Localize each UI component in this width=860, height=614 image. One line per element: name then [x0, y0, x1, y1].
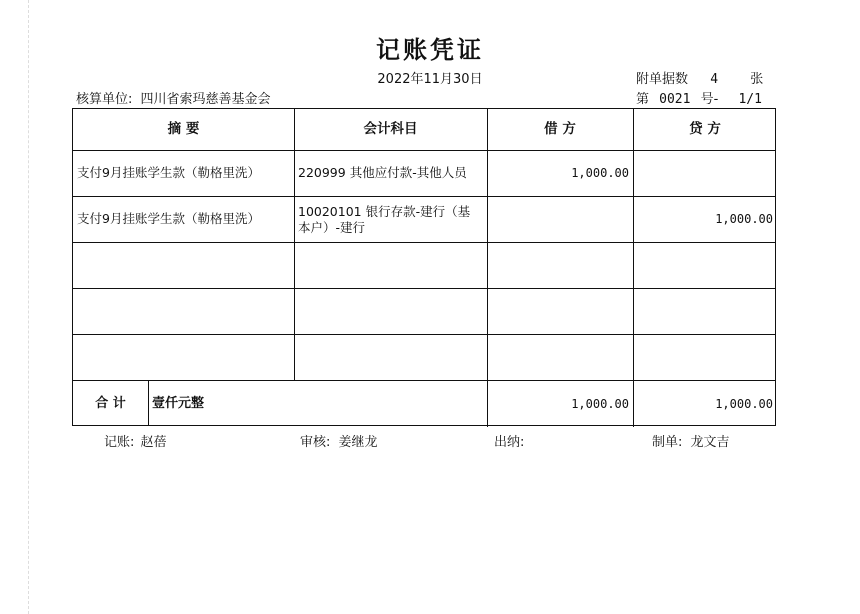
row-divider: [73, 380, 775, 381]
cashier-label: 出纳:: [494, 435, 525, 450]
voucher-table: [72, 108, 776, 426]
voucher-page: 1/1: [738, 92, 762, 107]
bookkeeper-signature: [104, 431, 167, 450]
row-divider: [73, 196, 775, 197]
unit-name: 四川省索玛慈善基金会: [140, 92, 271, 107]
preparer-signature: [652, 431, 730, 450]
column-divider: [294, 109, 295, 380]
preparer-name: 龙文吉: [690, 435, 730, 450]
row1-account: 220999 其他应付款-其他人员: [298, 165, 467, 180]
row1-debit: 1,000.00: [571, 166, 629, 180]
reviewer-signature: [300, 431, 378, 450]
cashier-signature: [494, 431, 524, 450]
row2-summary: 支付9月挂账学生款（勒格里洗）: [77, 211, 260, 226]
voucher-number: [636, 88, 762, 107]
total-credit: 1,000.00: [715, 397, 773, 411]
column-divider: [633, 109, 634, 427]
row2-credit: 1,000.00: [715, 212, 773, 226]
row-divider: [73, 242, 775, 243]
row2-account: 10020101 银行存款-建行（基本户）-建行: [298, 204, 471, 235]
row-divider: [73, 334, 775, 335]
column-divider: [487, 109, 488, 427]
unit-row: [76, 88, 271, 107]
header-debit: 借 方: [544, 121, 576, 137]
total-debit: 1,000.00: [571, 397, 629, 411]
row-divider: [73, 288, 775, 289]
unit-label: 核算单位:: [76, 92, 133, 107]
preparer-label: 制单:: [652, 435, 683, 450]
reviewer-name: 姜继龙: [338, 435, 378, 450]
voucher-number-suffix: 号-: [700, 92, 719, 107]
header-credit: 贷 方: [689, 121, 721, 137]
scan-edge-line: [28, 0, 29, 614]
attachment-count: [636, 68, 763, 87]
total-amount-words: 壹仟元整: [152, 396, 205, 411]
attachment-unit: 张: [750, 72, 764, 87]
column-divider: [148, 380, 149, 426]
attachment-number: 4: [710, 72, 719, 87]
bookkeeper-name: 赵蓓: [140, 435, 167, 450]
total-label: 合 计: [95, 396, 126, 411]
voucher-title: 记账凭证: [376, 36, 484, 64]
bookkeeper-label: 记账:: [104, 435, 135, 450]
reviewer-label: 审核:: [300, 435, 331, 450]
header-account: 会计科目: [363, 121, 418, 137]
voucher-date: 2022年11月30日: [377, 72, 483, 87]
header-summary: 摘 要: [167, 121, 200, 137]
row-divider: [73, 150, 775, 151]
voucher-number-prefix: 第: [636, 92, 650, 107]
voucher-number-value: 0021: [659, 92, 691, 107]
attachment-label: 附单据数: [636, 72, 689, 87]
row1-summary: 支付9月挂账学生款（勒格里洗）: [77, 165, 260, 180]
